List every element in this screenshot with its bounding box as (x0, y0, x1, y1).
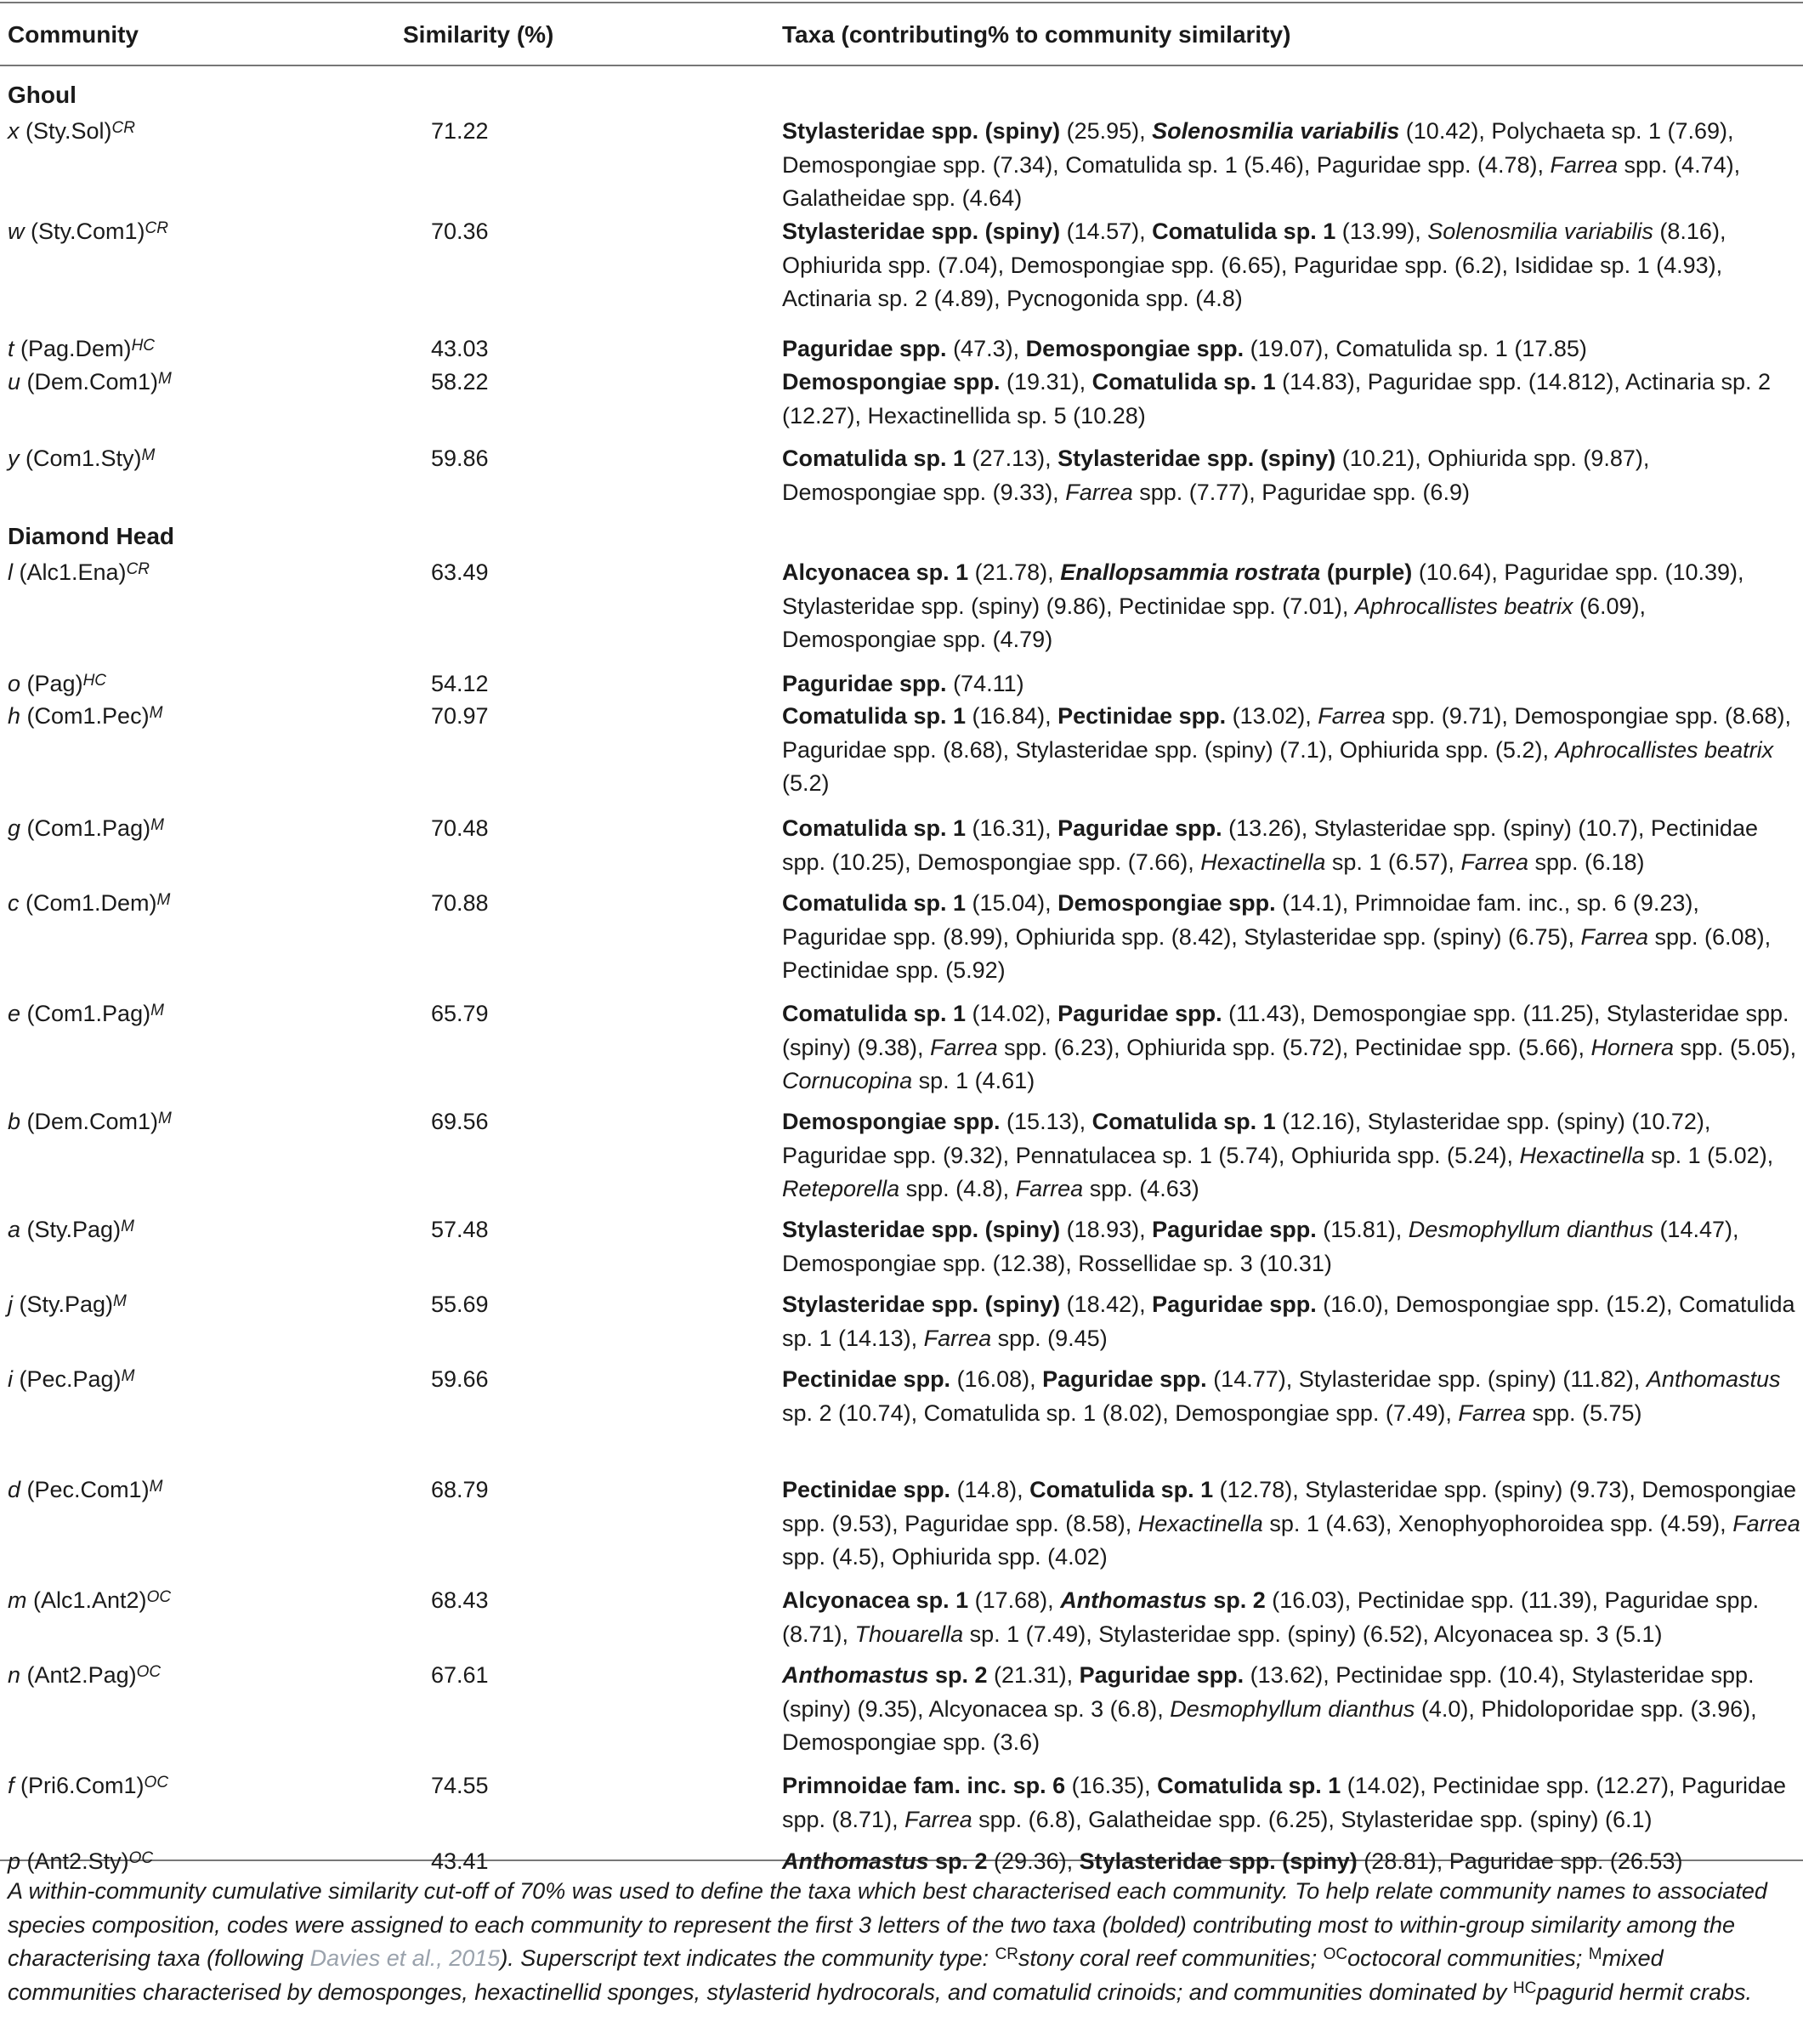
taxa-text-segment: sp. 1 (7.49), Stylasteridae spp. (spiny) (6.52), Alcyonacea sp. 3 (5.1) (963, 1621, 1663, 1647)
community-letter: h (8, 703, 21, 729)
community-name (8, 556, 150, 590)
taxa-text-segment: Comatulida sp. 1 (1091, 1109, 1276, 1134)
header-taxa: Taxa (contributing% to community similarity) (782, 21, 1291, 48)
similarity-value: 68.79 (431, 1477, 489, 1502)
taxa-text-segment: (27.13), (966, 446, 1058, 471)
taxa-text-segment: spp. (6.23), Ophiurida spp. (5.72), Pectinidae spp. (5.66), (997, 1034, 1591, 1060)
taxa-text-segment: spp. (5.75) (1525, 1400, 1642, 1426)
section-heading-ghoul: Ghoul (8, 82, 77, 108)
taxa-text-segment: Aphrocallistes beatrix (1555, 736, 1774, 763)
taxa-cell (782, 1473, 1800, 1575)
similarity-value: 70.97 (431, 703, 489, 729)
taxa-text-segment: spp. (4.74), Galatheidae spp. (4.64) (782, 151, 1741, 211)
community-code: (Pec.Pag) (13, 1366, 122, 1392)
taxa-text-segment: Pectinidae spp. (782, 1477, 951, 1502)
taxa-text-segment: Paguridae spp. (1152, 1292, 1317, 1317)
taxa-text-segment: Hexactinella (1519, 1142, 1645, 1168)
taxa-text-segment: Comatulida sp. 1 (782, 815, 967, 841)
taxa-text-segment: spp. (9.71), Demospongiae spp. (8.68), Paguridae spp. (8.68), Stylasteridae spp. (spiny) (7.1), Ophiurida spp. (5.2), (782, 703, 1792, 763)
community-name (8, 366, 172, 400)
taxa-text-segment: (16.03), Pectinidae spp. (11.39), Paguridae spp. (8.71), (782, 1587, 1760, 1647)
taxa-text-segment: sp. 1 (5.02), (1644, 1142, 1774, 1168)
taxa-text-segment: Comatulida sp. 1 (782, 890, 967, 916)
taxa-text-segment: (19.31), (1000, 369, 1092, 395)
taxa-cell (782, 215, 1800, 316)
taxa-text-segment: (21.31), (987, 1662, 1080, 1688)
taxa-cell (782, 442, 1800, 509)
footnote-text: stony coral reef communities; (1018, 1945, 1324, 1971)
community-name (8, 997, 164, 1031)
taxa-cell (782, 1288, 1800, 1355)
taxa-text-segment: (14.47), Demospongiae spp. (12.38), Rossellidae sp. 3 (10.31) (782, 1217, 1739, 1276)
taxa-text-segment: Comatulida sp. 1 (1091, 369, 1276, 395)
community-type-superscript: M (149, 1478, 163, 1496)
community-name (8, 812, 164, 846)
taxa-text-segment: Pectinidae spp. (782, 1366, 951, 1392)
taxa-text-segment: Enallopsammia rostrata (1060, 559, 1321, 585)
similarity-value: 57.48 (431, 1217, 489, 1242)
taxa-text-segment: (15.13), (1000, 1109, 1092, 1134)
table-footnote (8, 1875, 1797, 2009)
taxa-text-segment: Hexactinella (1137, 1510, 1263, 1536)
taxa-text-segment: Primnoidae fam. inc. sp. 6 (782, 1773, 1066, 1798)
taxa-text-segment: (5.2) (782, 770, 830, 796)
taxa-text-segment: (16.31), (966, 815, 1058, 841)
taxa-text-segment: Alcyonacea sp. 1 (782, 1587, 969, 1613)
community-code: (Ant2.Pag) (20, 1662, 137, 1688)
taxa-text-segment: (purple) (1320, 559, 1413, 585)
community-type-superscript: M (158, 1110, 172, 1127)
taxa-text-segment: sp. 1 (4.61) (912, 1068, 1035, 1093)
taxa-text-segment: sp. 2 (10.74), Comatulida sp. 1 (8.02), Demospongiae spp. (7.49), (782, 1400, 1459, 1426)
community-letter: w (8, 219, 25, 244)
community-code: (Com1.Dem) (19, 890, 157, 916)
taxa-text-segment: sp. 2 (928, 1662, 988, 1688)
community-letter: p (8, 1848, 21, 1874)
community-type-code-superscript: HC (1512, 1979, 1537, 1997)
community-type-superscript: M (121, 1218, 134, 1235)
taxa-text-segment: Paguridae spp. (782, 671, 947, 696)
taxa-text-segment: (15.04), (966, 890, 1058, 916)
community-name (8, 1363, 134, 1397)
taxa-text-segment: (47.3), (946, 336, 1026, 361)
community-letter: b (8, 1109, 21, 1134)
community-code: (Dem.Com1) (20, 1109, 159, 1134)
community-name (8, 1473, 162, 1507)
community-name (8, 700, 162, 734)
taxa-text-segment: (13.26), Stylasteridae spp. (spiny) (10.7), Pectinidae spp. (10.25), Demospongiae spp. (7.66), (782, 815, 1758, 875)
taxa-text-segment: Comatulida sp. 1 (782, 446, 967, 471)
taxa-text-segment: Stylasteridae spp. (spiny) (782, 118, 1061, 144)
taxa-text-segment: Cornucopina (782, 1068, 913, 1093)
community-name (8, 115, 135, 149)
similarity-value: 43.41 (431, 1848, 489, 1874)
taxa-text-segment: (8.16), Ophiurida spp. (7.04), Demospongiae spp. (6.65), Paguridae spp. (6.2), Isididae sp. 1 (4.93), Actinaria sp. 2 (4.89), Pycnogonida spp. (4.8) (782, 219, 1726, 311)
taxa-text-segment: Farrea (1458, 1400, 1526, 1426)
footnote-text: A within-community cumulative similarity cut-off of 70% was used to define the taxa which best characterised each community. To help relate community names to associated species composition, codes were assigned to each community to represent the first 3 letters of the two taxa (bolded) contributing most to within-group similarity among the characterising taxa (following (8, 1878, 1767, 1971)
taxa-text-segment: sp. 1 (4.63), Xenophyophoroidea spp. (4.59), (1262, 1510, 1733, 1536)
taxa-text-segment: (10.21), Ophiurida spp. (9.87), Demospongiae spp. (9.33), (782, 446, 1650, 505)
taxa-cell (782, 332, 1800, 366)
community-code: (Alc1.Ena) (13, 559, 127, 585)
taxa-cell (782, 1213, 1800, 1280)
taxa-text-segment: Paguridae spp. (1057, 815, 1222, 841)
community-letter: d (8, 1477, 21, 1502)
taxa-text-segment: (14.77), Stylasteridae spp. (spiny) (11.82), (1206, 1366, 1647, 1392)
community-type-superscript: HC (131, 337, 156, 355)
taxa-text-segment: Desmophyllum dianthus (1408, 1217, 1653, 1242)
taxa-text-segment: Paguridae spp. (782, 336, 947, 361)
taxa-text-segment: Farrea (923, 1325, 992, 1351)
similarity-value: 55.69 (431, 1292, 489, 1317)
community-letter: a (8, 1217, 21, 1242)
taxa-text-segment: Comatulida sp. 1 (1029, 1477, 1214, 1502)
taxa-cell (782, 1584, 1800, 1651)
taxa-cell (782, 366, 1800, 433)
taxa-text-segment: (18.42), (1060, 1292, 1153, 1317)
taxa-cell (782, 1105, 1800, 1207)
community-code: (Pec.Com1) (20, 1477, 150, 1502)
similarity-value: 65.79 (431, 1001, 489, 1026)
taxa-text-segment: (25.95), (1060, 118, 1153, 144)
taxa-text-segment: (14.57), (1060, 219, 1153, 244)
similarity-value: 70.36 (431, 219, 489, 244)
community-name (8, 1213, 134, 1247)
taxa-text-segment: Paguridae spp. (1042, 1366, 1207, 1392)
taxa-text-segment: Anthomastus (1060, 1587, 1207, 1613)
taxa-text-segment: Paguridae spp. (1079, 1662, 1245, 1688)
similarity-value: 63.49 (431, 559, 489, 585)
taxa-text-segment: Farrea (904, 1806, 972, 1832)
taxa-cell (782, 556, 1800, 657)
taxa-text-segment: (14.1), Primnoidae fam. inc., sp. 6 (9.23), Paguridae spp. (8.99), Ophiurida spp. (8.42), Stylasteridae spp. (spiny) (6.75), (782, 890, 1699, 950)
community-letter: n (8, 1662, 21, 1688)
community-name (8, 1659, 161, 1693)
taxa-cell (782, 667, 1800, 701)
similarity-value: 70.48 (431, 815, 489, 841)
taxa-text-segment: Anthomastus (1646, 1366, 1781, 1392)
taxa-text-segment: Reteporella (782, 1176, 900, 1201)
taxa-text-segment: (16.08), (950, 1366, 1043, 1392)
citation-link[interactable]: Davies et al., 2015 (309, 1945, 501, 1971)
similarity-value: 71.22 (431, 118, 489, 144)
taxa-text-segment: (10.42), Polychaeta sp. 1 (7.69), Demospongiae spp. (7.34), Comatulida sp. 1 (5.46), Paguridae spp. (4.78), (782, 118, 1734, 178)
taxa-text-segment: (74.11) (946, 671, 1024, 696)
community-name (8, 667, 106, 701)
taxa-text-segment: Farrea (1580, 923, 1649, 950)
taxa-text-segment: spp. (6.08), Pectinidae spp. (5.92) (782, 923, 1772, 983)
taxa-text-segment: Desmophyllum dianthus (1170, 1695, 1415, 1722)
community-code: (Com1.Pag) (20, 815, 151, 841)
community-type-superscript: HC (82, 672, 107, 690)
footnote-text: ). Superscript text indicates the community type: (500, 1945, 995, 1971)
taxa-text-segment: (15.81), (1316, 1217, 1409, 1242)
taxa-text-segment: Stylasteridae spp. (spiny) (1057, 446, 1336, 471)
header-community: Community (8, 21, 139, 48)
taxa-text-segment: (16.0), Demospongiae spp. (15.2), Comatulida sp. 1 (14.13), (782, 1292, 1795, 1351)
community-type-superscript: M (121, 1367, 135, 1385)
taxa-text-segment: Stylasteridae spp. (spiny) (782, 219, 1061, 244)
footnote-text: pagurid hermit crabs. (1536, 1979, 1752, 2005)
taxa-text-segment: Demospongiae spp. (782, 1109, 1001, 1134)
community-type-superscript: CR (145, 219, 168, 237)
section-heading-diamond-head: Diamond Head (8, 523, 175, 549)
taxa-text-segment: Paguridae spp. (1152, 1217, 1317, 1242)
community-code: (Pri6.Com1) (14, 1773, 145, 1798)
community-letter: e (8, 1001, 21, 1026)
taxa-text-segment: sp. 1 (6.57), (1325, 849, 1461, 875)
taxa-cell (782, 887, 1800, 988)
community-type-superscript: OC (146, 1588, 172, 1606)
taxa-text-segment: Stylasteridae spp. (spiny) (782, 1292, 1061, 1317)
taxa-text-segment: (12.78), Stylasteridae spp. (spiny) (9.73), Demospongiae spp. (9.53), Paguridae spp. (8.58), (782, 1477, 1796, 1536)
community-code: (Sty.Pag) (20, 1217, 122, 1242)
taxa-cell (782, 1363, 1800, 1430)
taxa-text-segment: (21.78), (968, 559, 1061, 585)
community-code: (Com1.Sty) (19, 446, 142, 471)
community-type-superscript: M (113, 1292, 127, 1310)
community-name (8, 887, 170, 921)
taxa-text-segment: (13.99), (1335, 219, 1428, 244)
community-letter: u (8, 369, 21, 395)
community-code: (Sty.Pag) (13, 1292, 114, 1317)
taxa-text-segment: Comatulida sp. 1 (782, 1001, 967, 1026)
taxa-text-segment: Stylasteridae spp. (spiny) (1079, 1848, 1358, 1874)
community-letter: g (8, 815, 21, 841)
community-type-code-superscript: OC (1323, 1945, 1348, 1963)
taxa-text-segment: spp. (9.45) (991, 1325, 1108, 1351)
taxa-text-segment: sp. 2 (1206, 1587, 1266, 1613)
taxa-text-segment: (10.64), Paguridae spp. (10.39), Stylasteridae spp. (spiny) (9.86), Pectinidae spp. (7.01), (782, 559, 1744, 619)
taxa-text-segment: Farrea (1732, 1510, 1800, 1536)
community-type-superscript: OC (128, 1849, 154, 1867)
community-code: (Sty.Sol) (19, 118, 112, 144)
taxa-text-segment: Thouarella (854, 1621, 964, 1647)
taxa-text-segment: spp. (7.77), Paguridae spp. (6.9) (1132, 479, 1470, 505)
taxa-text-segment: (13.02), (1226, 703, 1318, 729)
taxa-text-segment: Farrea (1065, 479, 1133, 505)
header-similarity: Similarity (%) (403, 21, 554, 48)
community-name (8, 1769, 168, 1803)
community-letter: i (8, 1366, 13, 1392)
community-code: (Com1.Pag) (20, 1001, 151, 1026)
community-name (8, 1584, 171, 1618)
taxa-text-segment: Farrea (1460, 849, 1528, 875)
taxa-text-segment: Comatulida sp. 1 (1152, 219, 1336, 244)
taxa-text-segment: Paguridae spp. (1057, 1001, 1222, 1026)
taxa-text-segment: spp. (4.5), Ophiurida spp. (4.02) (782, 1544, 1108, 1570)
taxa-text-segment: (4.0), Phidoloporidae spp. (3.96), Demospongiae spp. (3.6) (782, 1695, 1757, 1755)
similarity-value: 69.56 (431, 1109, 489, 1134)
taxa-text-segment: Stylasteridae spp. (spiny) (782, 1217, 1061, 1242)
community-name (8, 1845, 153, 1879)
community-code: (Sty.Com1) (24, 219, 145, 244)
top-rule (0, 2, 1803, 3)
community-type-superscript: M (150, 1002, 164, 1019)
taxa-cell (782, 1659, 1800, 1760)
taxa-text-segment: spp. (6.18) (1528, 849, 1645, 875)
taxa-text-segment: spp. (4.63) (1083, 1176, 1199, 1201)
community-code: (Dem.Com1) (20, 369, 159, 395)
community-letter: l (8, 559, 13, 585)
community-code: (Alc1.Ant2) (26, 1587, 147, 1613)
taxa-text-segment: Farrea (1550, 151, 1619, 178)
taxa-text-segment: (14.8), (950, 1477, 1030, 1502)
similarity-value: 67.61 (431, 1662, 489, 1688)
taxa-cell (782, 700, 1800, 801)
community-name (8, 1288, 127, 1322)
community-letter: c (8, 890, 20, 916)
community-type-superscript: M (149, 704, 163, 722)
taxa-text-segment: (18.93), (1060, 1217, 1153, 1242)
community-letter: j (8, 1292, 13, 1317)
taxa-text-segment: (11.43), Demospongiae spp. (11.25), Stylasteridae spp. (spiny) (9.38), (782, 1001, 1789, 1060)
community-code: (Com1.Pec) (20, 703, 150, 729)
taxa-text-segment: Anthomastus (782, 1662, 929, 1688)
taxa-text-segment: Solenosmilia variabilis (1152, 118, 1400, 144)
taxa-text-segment: Comatulida sp. 1 (1157, 1773, 1341, 1798)
taxa-text-segment: spp. (5.05), (1674, 1034, 1797, 1060)
similarity-value: 59.66 (431, 1366, 489, 1392)
taxa-text-segment: Demospongiae spp. (782, 369, 1001, 395)
taxa-text-segment: Hexactinella (1200, 849, 1326, 875)
community-letter: m (8, 1587, 27, 1613)
community-name (8, 442, 155, 476)
taxa-text-segment: (28.81), Paguridae spp. (26.53) (1357, 1848, 1683, 1874)
community-letter: f (8, 1773, 14, 1798)
community-type-code-superscript: CR (995, 1945, 1019, 1963)
footnote-text: octocoral communities; (1347, 1945, 1589, 1971)
community-type-superscript: M (156, 891, 171, 909)
taxa-text-segment: Farrea (930, 1034, 998, 1060)
taxa-text-segment: (12.16), Stylasteridae spp. (spiny) (10.72), Paguridae spp. (9.32), Pennatulacea sp. 1 (5.74), Ophiurida spp. (5.24), (782, 1109, 1711, 1168)
similarity-value: 58.22 (431, 369, 489, 395)
community-name (8, 1105, 172, 1139)
community-name (8, 332, 155, 366)
taxa-text-segment: (13.62), Pectinidae spp. (10.4), Stylasteridae spp. (spiny) (9.35), Alcyonacea sp. 3 (6.8), (782, 1662, 1755, 1722)
community-letter: y (8, 446, 20, 471)
community-type-code-superscript: M (1588, 1945, 1602, 1963)
taxa-cell (782, 997, 1800, 1099)
taxa-text-segment: Farrea (1318, 703, 1386, 729)
taxa-text-segment: (16.35), (1065, 1773, 1158, 1798)
community-type-superscript: OC (136, 1663, 162, 1681)
community-code: (Pag) (20, 671, 83, 696)
taxa-text-segment: spp. (4.8), (899, 1176, 1016, 1201)
community-type-superscript: CR (126, 560, 150, 578)
community-letter: o (8, 671, 21, 696)
taxa-text-segment: (16.84), (966, 703, 1058, 729)
taxa-text-segment: Farrea (1015, 1176, 1084, 1201)
taxa-text-segment: Demospongiae spp. (1057, 890, 1276, 916)
community-type-superscript: M (158, 370, 172, 388)
taxa-text-segment: (14.83), Paguridae spp. (14.812), Actinaria sp. 2 (12.27), Hexactinellida sp. 5 (10.28) (782, 369, 1772, 429)
similarity-value: 74.55 (431, 1773, 489, 1798)
header-rule (0, 65, 1803, 66)
similarity-value: 59.86 (431, 446, 489, 471)
taxa-text-segment: Solenosmilia variabilis (1427, 219, 1653, 244)
similarity-value: 43.03 (431, 336, 489, 361)
taxa-text-segment: (17.68), (968, 1587, 1061, 1613)
taxa-text-segment: Comatulida sp. 1 (782, 703, 967, 729)
similarity-value: 70.88 (431, 890, 489, 916)
similarity-value: 68.43 (431, 1587, 489, 1613)
community-type-superscript: M (141, 446, 156, 464)
community-type-superscript: OC (144, 1774, 169, 1791)
footnote-text: mixed communities characterised by demosponges, hexactinellid sponges, stylasterid hydrocorals, and comatulid crinoids; and communities dominated by (8, 1945, 1664, 2005)
taxa-text-segment: (14.02), (966, 1001, 1058, 1026)
taxa-cell (782, 115, 1800, 216)
community-code: (Pag.Dem) (14, 336, 132, 361)
similarity-value: 54.12 (431, 671, 489, 696)
taxa-text-segment: Anthomastus (782, 1848, 929, 1874)
taxa-text-segment: Demospongiae spp. (1025, 336, 1245, 361)
taxa-text-segment: Pectinidae spp. (1057, 703, 1227, 729)
community-type-superscript: M (150, 816, 164, 834)
taxa-text-segment: (19.07), Comatulida sp. 1 (17.85) (1244, 336, 1587, 361)
community-letter: x (8, 118, 20, 144)
taxa-text-segment: sp. 2 (928, 1848, 988, 1874)
taxa-cell (782, 812, 1800, 879)
taxa-text-segment: Aphrocallistes beatrix (1354, 593, 1573, 619)
community-type-superscript: CR (111, 119, 135, 137)
taxa-text-segment: spp. (6.8), Galatheidae spp. (6.25), Stylasteridae spp. (spiny) (6.1) (972, 1806, 1653, 1832)
taxa-text-segment: Alcyonacea sp. 1 (782, 559, 969, 585)
taxa-cell (782, 1845, 1800, 1879)
taxa-text-segment: (29.36), (987, 1848, 1080, 1874)
taxa-cell (782, 1769, 1800, 1837)
taxa-text-segment: (6.09), Demospongiae spp. (4.79) (782, 593, 1646, 652)
community-name (8, 215, 168, 249)
taxa-text-segment: (14.02), Pectinidae spp. (12.27), Paguridae spp. (8.71), (782, 1773, 1787, 1832)
community-code: (Ant2.Sty) (20, 1848, 129, 1874)
taxa-text-segment: Hornera (1590, 1034, 1675, 1060)
community-letter: t (8, 336, 14, 361)
